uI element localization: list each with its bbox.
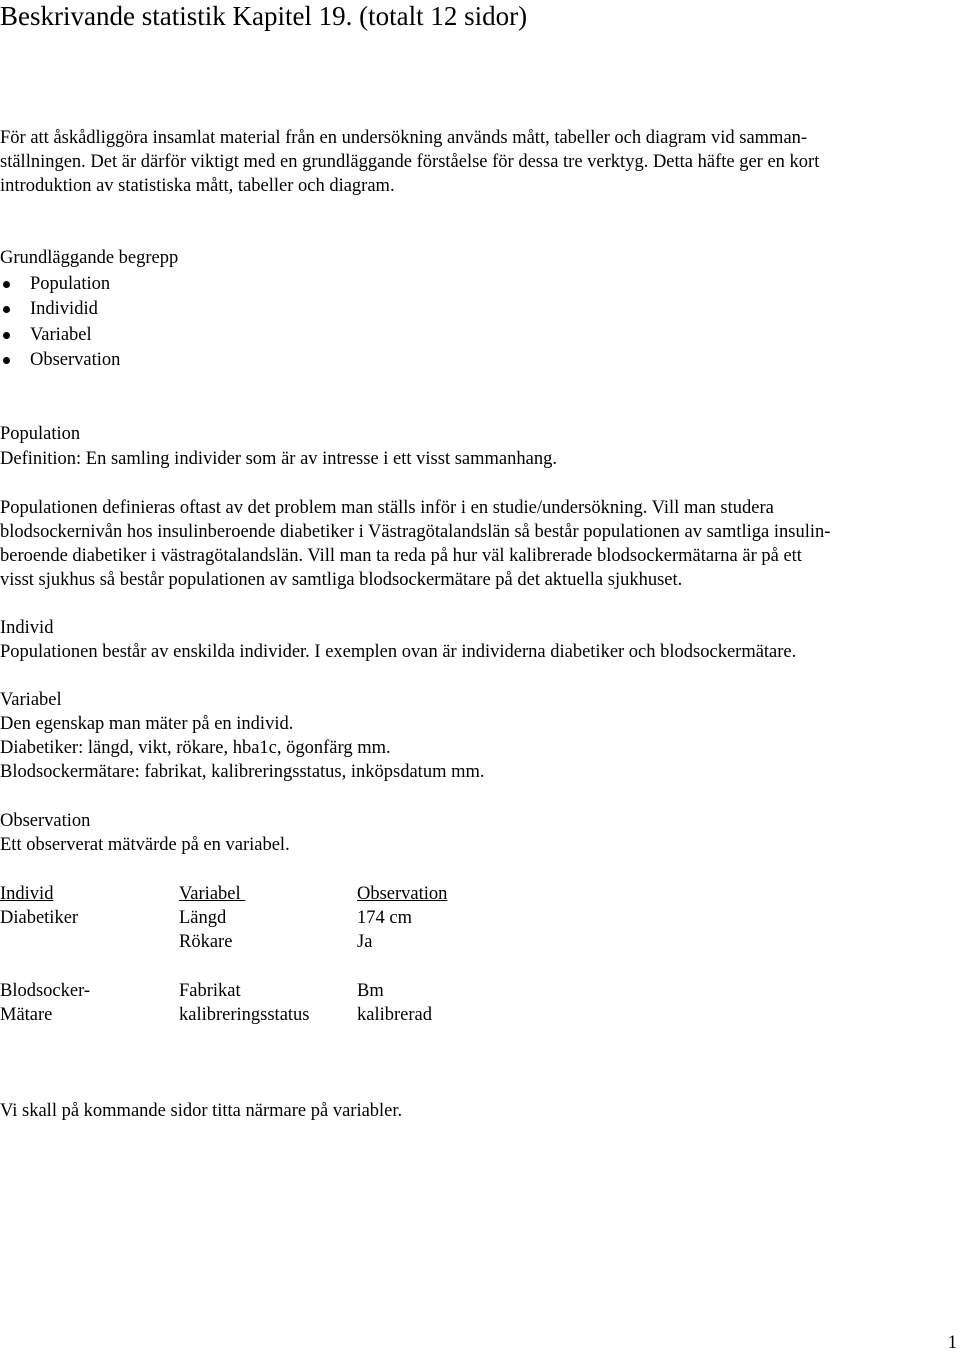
intro-line-3: introduktion av statistiska mått, tabeller och diagram.	[0, 176, 395, 196]
basics-item-label: Variabel	[30, 325, 92, 345]
table-cell: Ja	[357, 932, 373, 952]
variabel-line-2: Diabetiker: längd, vikt, rökare, hba1c, ögonfärg mm.	[0, 738, 391, 758]
table-cell: kalibrerad	[357, 1005, 432, 1025]
basics-item-label: Population	[30, 274, 111, 294]
table-cell: Blodsocker-	[0, 981, 91, 1001]
table-cell: Diabetiker	[0, 908, 79, 928]
bullet-icon	[3, 281, 10, 288]
table-cell: Bm	[357, 981, 384, 1001]
bullet-icon	[3, 332, 10, 339]
intro-line-2: ställningen. Det är därför viktigt med en grundläggande förståelse för dessa tre verktyg. Detta häfte ger en kort	[0, 152, 820, 172]
basics-heading: Grundläggande begrepp	[0, 248, 179, 268]
table-cell: kalibreringsstatus	[179, 1005, 310, 1025]
variabel-heading: Variabel	[0, 690, 62, 710]
intro-line-1: För att åskådliggöra insamlat material från en undersökning används mått, tabeller och diagram vid samman-	[0, 128, 808, 148]
population-line-2: blodsockernivån hos insulinberoende diabetiker i Västragötalandslän så består populationen av samtliga insulin-	[0, 522, 831, 542]
page-number: 1	[947, 1333, 957, 1353]
individ-text: Populationen består av enskilda individer. I exemplen ovan är individerna diabetiker och blodsockermätare.	[0, 642, 797, 662]
bullet-icon	[3, 357, 10, 364]
table-cell: 174 cm	[357, 908, 412, 928]
population-heading: Population	[0, 424, 81, 444]
table-header-variabel: Variabel	[179, 884, 246, 904]
table-header-observation: Observation	[357, 884, 448, 904]
table-cell: Rökare	[179, 932, 233, 952]
individ-heading: Individ	[0, 618, 54, 638]
table-cell: Mätare	[0, 1005, 53, 1025]
basics-item-label: Individid	[30, 299, 98, 319]
table-header-individ: Individ	[0, 884, 54, 904]
population-line-1: Populationen definieras oftast av det problem man ställs inför i en studie/undersökning. Vill man studera	[0, 498, 774, 518]
bullet-icon	[3, 306, 10, 313]
population-line-4: visst sjukhus så består populationen av samtliga blodsockermätare på det aktuella sjukhuset.	[0, 570, 683, 590]
variabel-line-1: Den egenskap man mäter på en individ.	[0, 714, 294, 734]
population-line-3: beroende diabetiker i västragötalandslän. Vill man ta reda på hur väl kalibrerade blodsockermätarna är på ett	[0, 546, 802, 566]
document-title: Beskrivande statistik Kapitel 19. (totalt 12 sidor)	[0, 1, 528, 31]
observation-text: Ett observerat mätvärde på en variabel.	[0, 835, 290, 855]
table-cell: Längd	[179, 908, 227, 928]
variabel-line-3: Blodsockermätare: fabrikat, kalibreringsstatus, inköpsdatum mm.	[0, 762, 485, 782]
table-cell: Fabrikat	[179, 981, 241, 1001]
observation-heading: Observation	[0, 811, 91, 831]
basics-item-label: Observation	[30, 350, 121, 370]
closing-text: Vi skall på kommande sidor titta närmare på variabler.	[0, 1101, 403, 1121]
population-definition: Definition: En samling individer som är av intresse i ett visst sammanhang.	[0, 449, 557, 469]
